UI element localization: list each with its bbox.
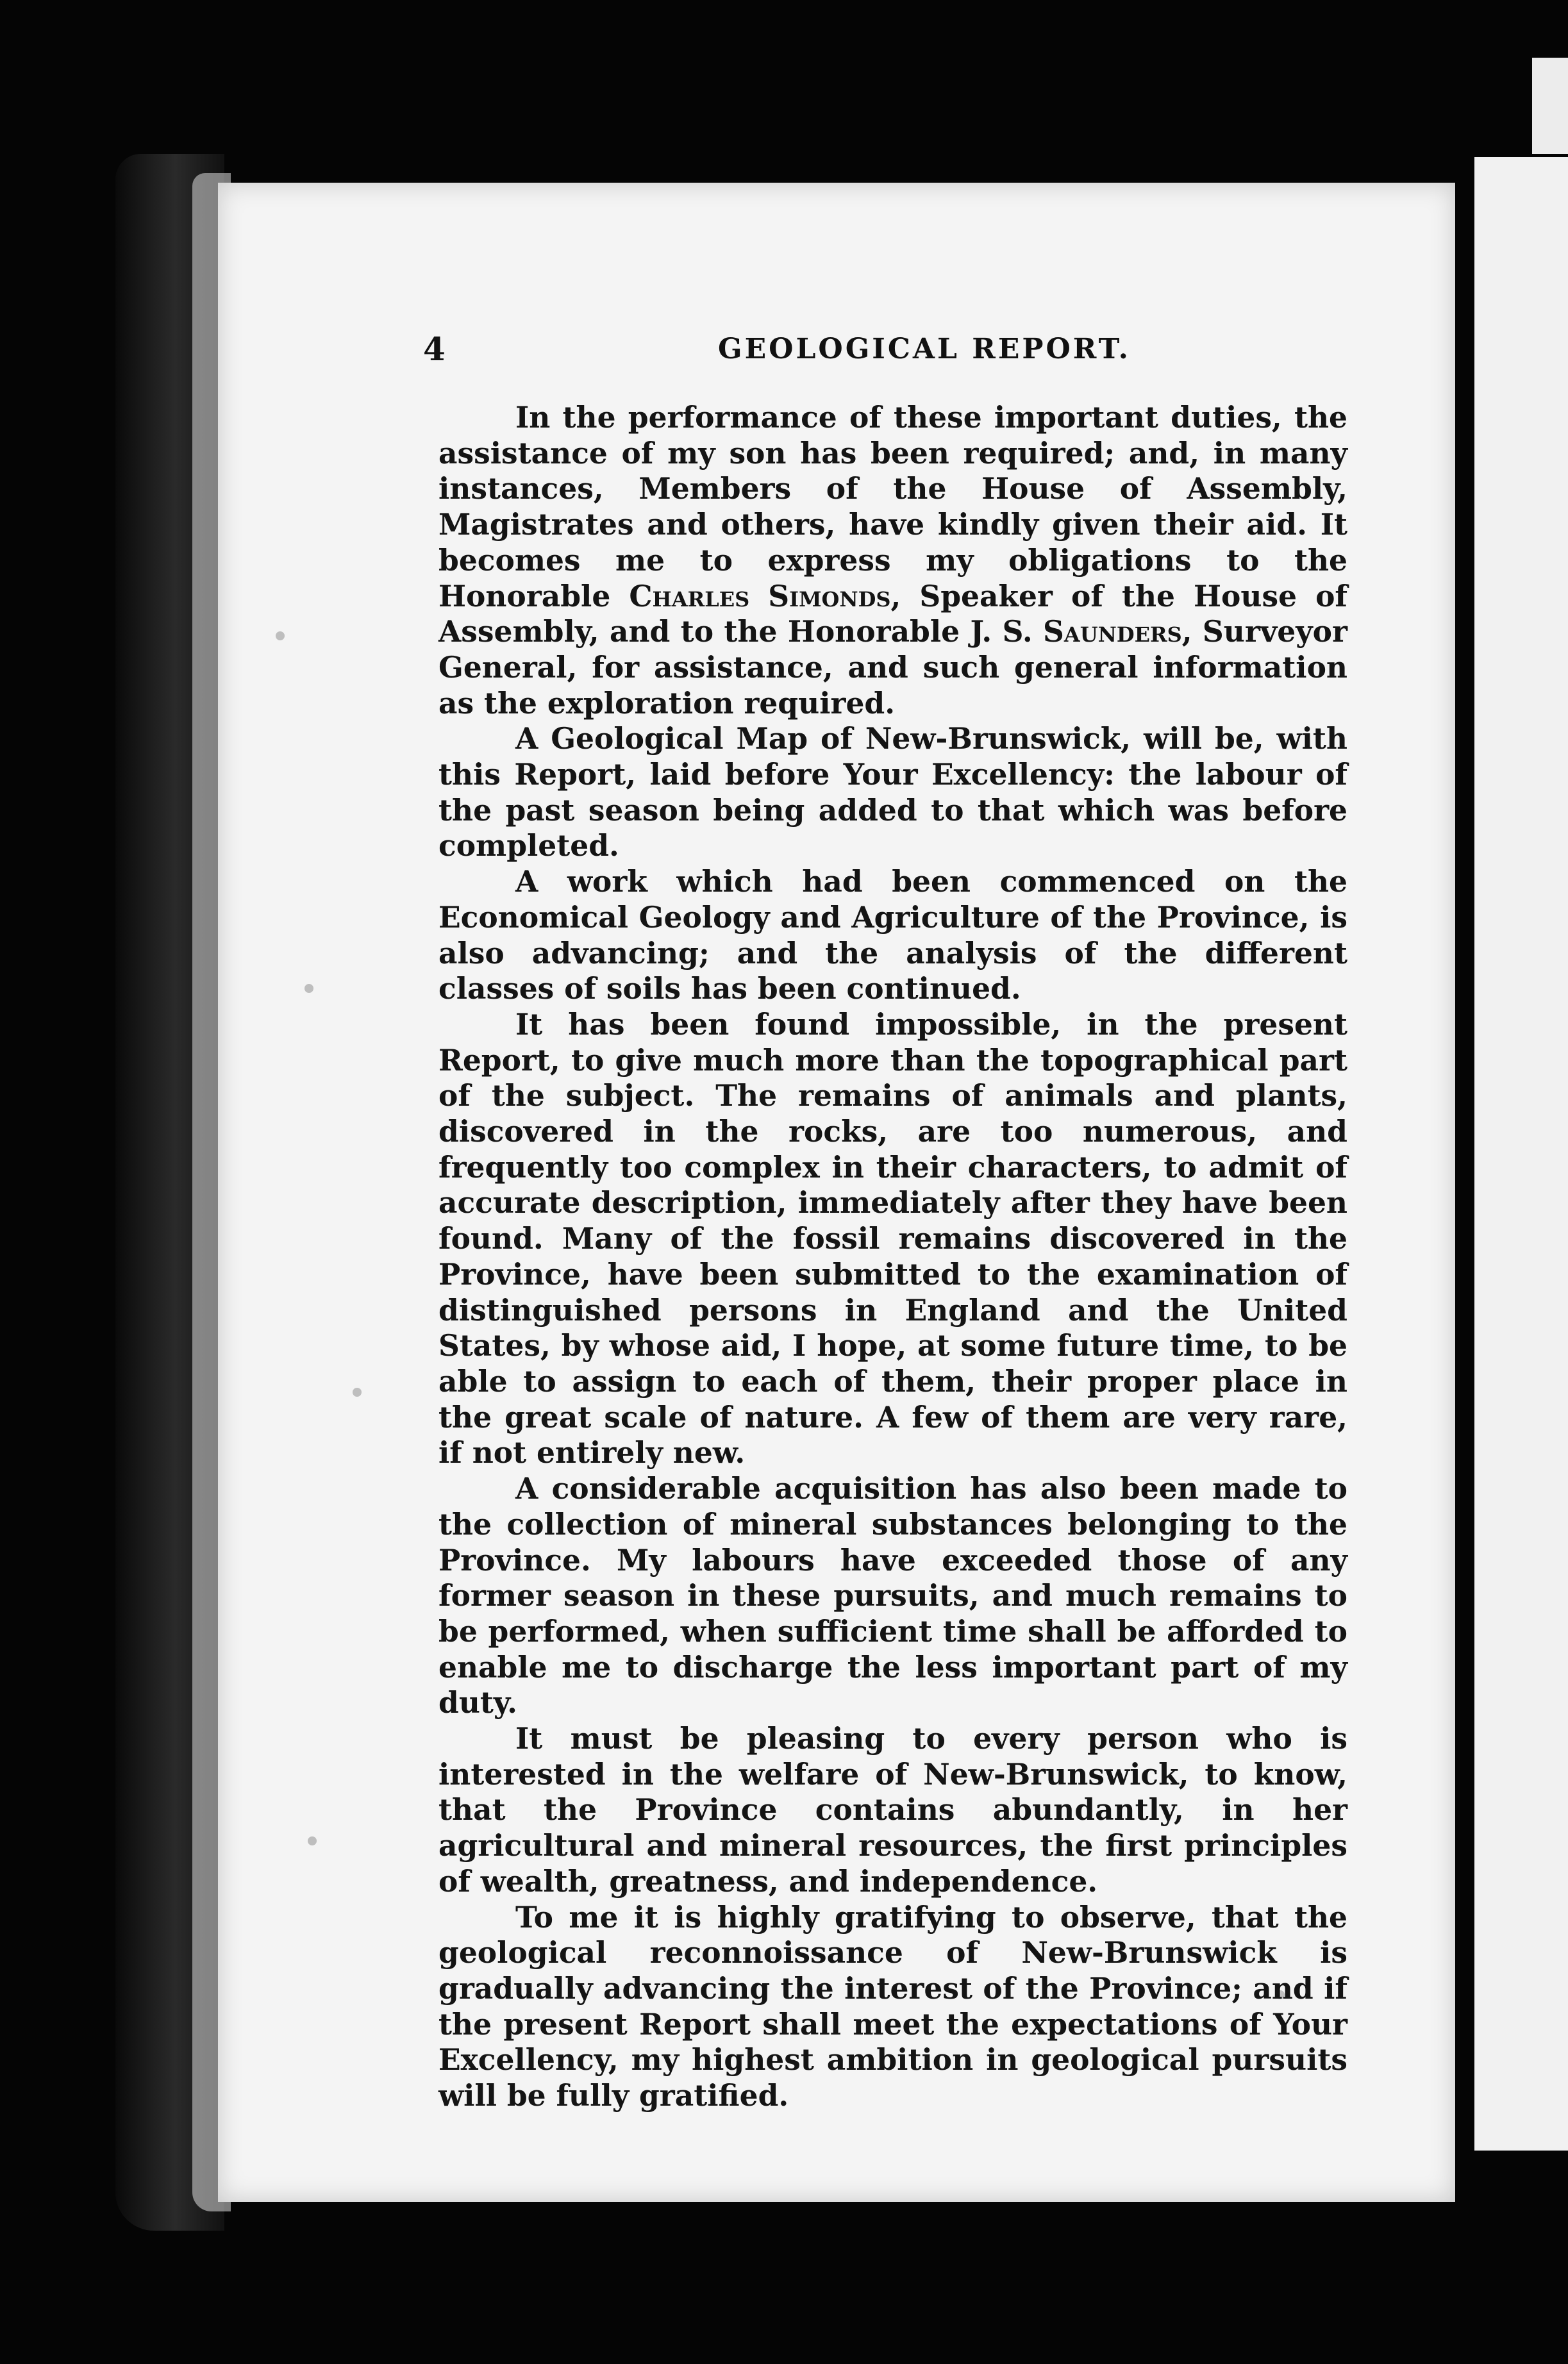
adjacent-page-corner <box>1532 58 1568 154</box>
adjacent-page <box>1474 157 1568 2151</box>
page-header <box>423 330 1353 369</box>
paragraph-text: , Surveyor General, for assistance, and such general information as the exploration required. <box>438 614 1347 720</box>
running-head: GEOLOGICAL REPORT. <box>718 333 1131 365</box>
person-name: Saunders <box>1043 614 1182 649</box>
paragraph: A work which had been commenced on the Economical Geology and Agriculture of the Province, is also advancing; and the analysis of the different classes of soils has been continued. <box>438 864 1347 1006</box>
paragraph-text: In the performance of these important duties, the assistance of my son has been required; and, in many instances, Members of the House of Assembly, Magistrates and others, have kindly given their aid. It becomes me to express my obligations to the Honorable <box>438 400 1347 613</box>
paragraph <box>438 400 1347 721</box>
paragraph: A considerable acquisition has also been made to the collection of mineral substances belonging to the Province. My labours have exceeded those of any former season in these pursuits, and much remains to be performed, when sufficient time shall be afforded to enable me to discharge the less important part of my duty. <box>438 1471 1347 1720</box>
foxing-spot <box>304 984 313 993</box>
foxing-spot <box>276 631 285 640</box>
paragraph: It has been found impossible, in the present Report, to give much more than the topographical part of the subject. The remains of animals and plants, discovered in the rocks, are too numerous, and frequently too complex in their characters, to admit of accurate description, immediately after they have been found. Many of the fossil remains discovered in the Province, have been submitted to the examination of distinguished persons in England and the United States, by whose aid, I hope, at some future time, to be able to assign to each of them, their proper place in the great scale of nature. A few of them are very rare, if not entirely new. <box>438 1006 1347 1470</box>
paragraph: A Geological Map of New-Brunswick, will be, with this Report, laid before Your Excellency: the labour of the past season being added to that which was before completed. <box>438 721 1347 863</box>
page-number: 4 <box>423 330 446 368</box>
foxing-spot <box>353 1388 362 1397</box>
paragraph: To me it is highly gratifying to observe, that the geological reconnoissance of New-Brunswick is gradually advancing the interest of the Province; and if the present Report shall meet the expectations of Your Excellency, my highest ambition in geological pursuits will be fully gratified. <box>438 1899 1347 2113</box>
paragraph-text: , Speaker of the House of Assembly, and to the Honorable J. S. <box>438 578 1347 649</box>
body-text <box>438 400 1347 2114</box>
paragraph: It must be pleasing to every person who is interested in the welfare of New-Brunswick, to know, that the Province contains abundantly, in her agricultural and mineral resources, the first principles of wealth, greatness, and independence. <box>438 1721 1347 1899</box>
person-name: Charles Simonds <box>629 578 891 613</box>
foxing-spot <box>308 1836 317 1845</box>
